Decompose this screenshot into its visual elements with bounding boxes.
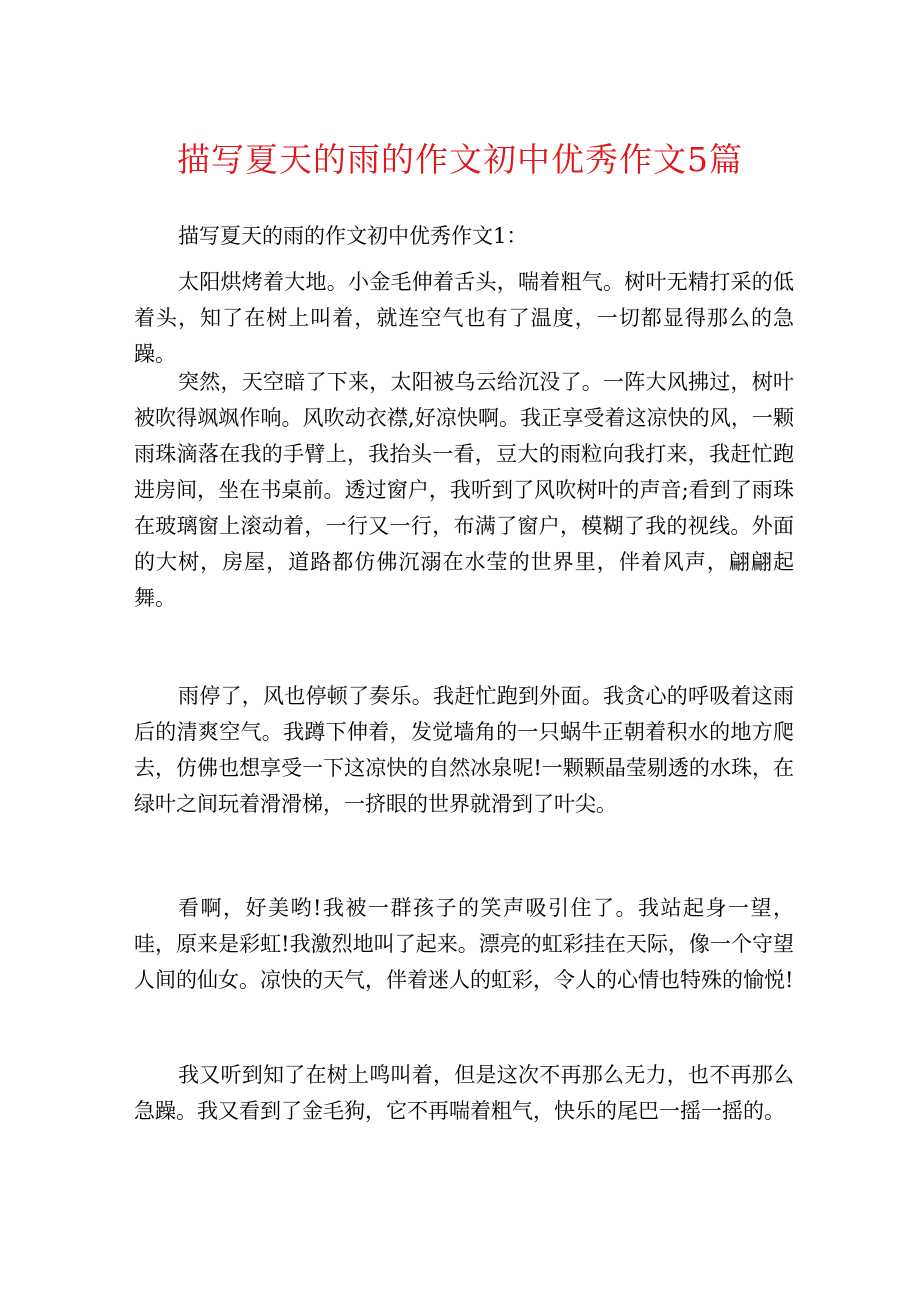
section-heading: 描写夏天的雨的作文初中优秀作文1： bbox=[178, 224, 528, 248]
paragraph: 看啊，好美哟!我被一群孩子的笑声吸引住了。我站起身一望，哇，原来是彩虹!我激烈地叫了起来。漂亮的虹彩挂在天际，像一个守望人间的仙女。凉快的天气，伴着迷人的虹彩，令人的心情也特殊的愉悦! bbox=[134, 896, 794, 992]
document-title: 描写夏天的雨的作文初中优秀作文5篇 bbox=[177, 140, 743, 179]
paragraph: 雨停了，风也停顿了奏乐。我赶忙跑到外面。我贪心的呼吸着这雨后的清爽空气。我蹲下伸着，发觉墙角的一只蜗牛正朝着积水的地方爬去，仿佛也想享受一下这凉快的自然冰泉呢!一颗颗晶莹剔透的水珠，在绿叶之间玩着滑滑梯，一挤眼的世界就滑到了叶尖。 bbox=[134, 684, 794, 816]
paragraph: 我又听到知了在树上鸣叫着，但是这次不再那么无力，也不再那么急躁。我又看到了金毛狗，它不再喘着粗气，快乐的尾巴一摇一摇的。 bbox=[134, 1063, 794, 1123]
paragraph: 突然，天空暗了下来，太阳被乌云给沉没了。一阵大风拂过，树叶被吹得飒飒作响。风吹动衣襟,好凉快啊。我正享受着这凉快的风，一颗雨珠滴落在我的手臂上，我抬头一看，豆大的雨粒向我打来，我赶忙跑进房间，坐在书桌前。透过窗户，我听到了风吹树叶的声音;看到了雨珠在玻璃窗上滚动着，一行又一行，布满了窗户，模糊了我的视线。外面的大树，房屋，道路都仿佛沉溺在水莹的世界里，伴着风声，翩翩起舞。 bbox=[134, 370, 794, 610]
paragraph: 太阳烘烤着大地。小金毛伸着舌头，喘着粗气。树叶无精打采的低着头，知了在树上叫着，就连空气也有了温度，一切都显得那么的急躁。 bbox=[134, 270, 794, 366]
